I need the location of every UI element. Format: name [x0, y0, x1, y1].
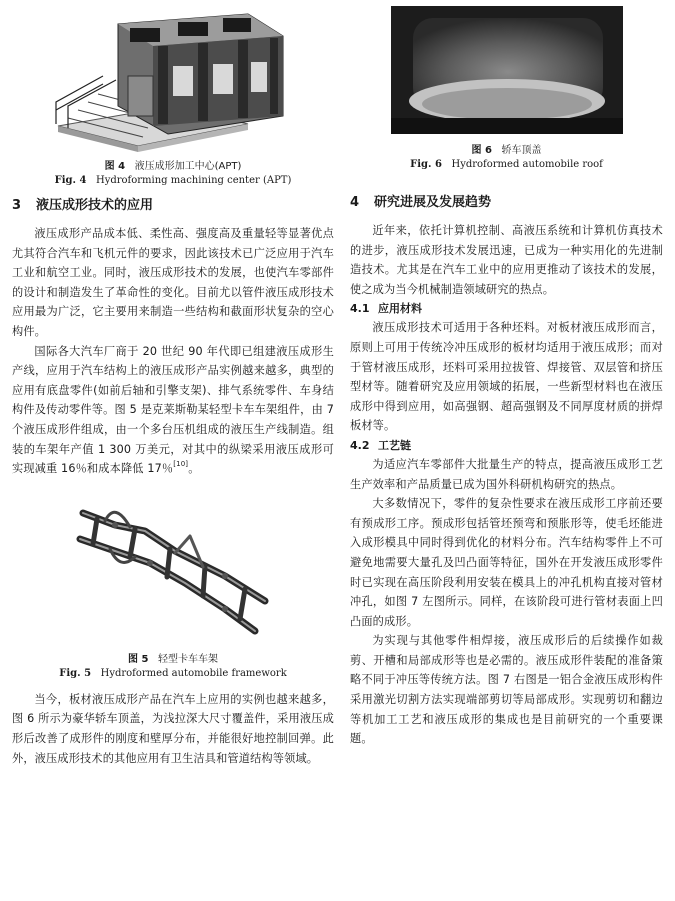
subsection-4-2-title: 工艺链 — [378, 438, 411, 452]
section-3-number: 3 — [12, 198, 22, 213]
section-3-heading — [12, 197, 334, 215]
subsection-4-1-number: 4.1 — [350, 302, 370, 316]
subsection-4-2-paragraph-3: 为实现与其他零件相焊接，液压成形后的后续操作如裁剪、开槽和局部成形等也是必需的。液压成形件装配的准备策略不同于冲压等传统方法。图 7 右图是一铝合金液压成形构件采用激光切割方法实现端部剪切等局部成形。实现剪切和翻边等机加工工艺和液压成形的集成也是目前研究的一个重要课题。 — [350, 634, 663, 746]
section-3-paragraph-2-text: 国际各大汽车厂商于 20 世纪 90 年代即已组建液压成形生产线，应用于汽车结构上的液压成形产品实例越来越多，典型的应用有底盘零件(如前后轴和引擎支架)、排气系统零件、车身结构件及传动零件等。图 5 是克莱斯勒某轻型卡车车架组件，由 7 个液压成形件组成，由一个多台压机组成的液压生产线制造。组装的车架年产值 1 300 万美元，对其中的纵梁采用液压成形可实现减重 16％和成本降低 17％ — [12, 344, 334, 476]
section-3-title: 液压成形技术的应用 — [36, 198, 154, 213]
figure-4-label-en: Fig. 4 — [54, 175, 87, 186]
figure-4-title-en: Hydroforming machining center (APT) — [95, 175, 292, 186]
section-4-number: 4 — [350, 195, 360, 210]
section-4-heading — [350, 194, 663, 212]
figure-4 — [12, 6, 334, 188]
figure-6-label-en: Fig. 6 — [410, 159, 442, 170]
figure-5-title-en: Hydroformed automobile framework — [100, 667, 287, 679]
citation-ref-10: [10] — [173, 460, 189, 469]
figure-4-label-zh: 图 4 — [104, 161, 126, 172]
automobile-roof-drawing — [391, 6, 623, 134]
left-column — [12, 0, 334, 768]
section-3-paragraph-3: 当今，板材液压成形产品在汽车上应用的实例也越来越多，图 6 所示为豪华轿车顶盖，为浅拉深大尺寸覆盖件，采用液压成形后改善了成形件的刚度和壁厚分布，并能很好地控制回弹。此外，液压成形技术的其他应用有卫生洁具和管道结构等领域。 — [12, 692, 334, 765]
figure-5-caption-en — [12, 667, 334, 681]
automobile-roof-photo — [391, 6, 623, 134]
subsection-4-1-heading — [350, 299, 663, 318]
figure-6-label-zh: 图 6 — [471, 145, 492, 156]
subsection-4-1-title: 应用材料 — [378, 302, 422, 316]
figure-4-title-zh: 液压成形加工中心(APT) — [134, 161, 242, 172]
figure-5-caption-zh — [12, 653, 334, 667]
figure-6-title-zh: 轿车顶盖 — [501, 145, 542, 156]
right-column — [350, 0, 663, 749]
figure-5-label-en: Fig. 5 — [59, 667, 92, 679]
figure-6-title-en: Hydroformed automobile roof — [451, 159, 603, 170]
figure-5-label-zh: 图 5 — [128, 653, 149, 665]
subsection-4-2-number: 4.2 — [350, 438, 370, 452]
truck-frame-drawing — [75, 491, 271, 641]
hydroforming-machine-drawing — [48, 6, 298, 154]
figure-4-caption-en — [12, 174, 334, 188]
subsection-4-2-paragraph-1: 为适应汽车零部件大批量生产的特点，提高液压成形工艺生产效率和产品质量已成为国外科研机构研究的热点。 — [350, 457, 663, 491]
figure-6-caption-zh — [350, 144, 663, 158]
section-4-title: 研究进展及发展趋势 — [374, 195, 492, 210]
hydroforming-machine-photo — [48, 6, 298, 154]
subsection-4-1-paragraph-1: 液压成形技术可适用于各种坯料。对板材液压成形而言，原则上可用于传统冷冲压成形的板材均适用于液压成形；而对于管材液压成形，坯料可采用拉拔管、焊接管、双层管和挤压型材等。随着研究及应用领域的拓展，一些新型材料也在液压成形中得到应用，如高强钢、超高强钢及不同厚度材质的拼焊板材等。 — [350, 321, 663, 433]
section-3-paragraph-1: 液压成形产品成本低、柔性高、强度高及重量轻等显著优点尤其符合汽车和飞机元件的要求，因此该技术已广泛应用于汽车工业和航空工业。同时，液压成形技术的发展，也使汽车零部件的设计和制造发生了革命性的变化。目前尤以管件液压成形技术应用最为广泛，它主要用来制造一些结构和截面形状复杂的空心构件。 — [12, 227, 334, 338]
subsection-4-2-heading — [350, 436, 663, 455]
figure-5 — [12, 491, 334, 681]
figure-6 — [350, 6, 663, 172]
figure-6-caption-en — [350, 158, 663, 172]
section-3-paragraph-2 — [12, 342, 334, 479]
truck-frame-photo — [75, 491, 271, 641]
section-3-paragraph-2-end: 。 — [188, 462, 200, 476]
figure-4-caption-zh — [12, 160, 334, 174]
section-4-paragraph-1: 近年来，依托计算机控制、高液压系统和计算机仿真技术的进步，液压成形技术发展迅速，已成为一种实用化的先进制造技术。尤其是在汽车工业中的应用更推动了该技术的发展，使之成为当今机械制造领域研究的热点。 — [350, 224, 663, 296]
subsection-4-2-paragraph-2: 大多数情况下，零件的复杂性要求在液压成形工序前还要有预成形工序。预成形包括管坯预弯和预胀形等，使毛坯能进入成形模具中同时得到优化的材料分布。汽车结构零件上不可避免地需要大量孔及凹凸面等特征，国外在开发液压成形零件时已实现在高压阶段利用安装在模具上的冲孔机构直接对管材冲孔，如图 7 左图所示。同样，在该阶段可进行管材表面上凹凸面的成形。 — [350, 497, 663, 628]
figure-5-title-zh: 轻型卡车车架 — [158, 653, 218, 665]
